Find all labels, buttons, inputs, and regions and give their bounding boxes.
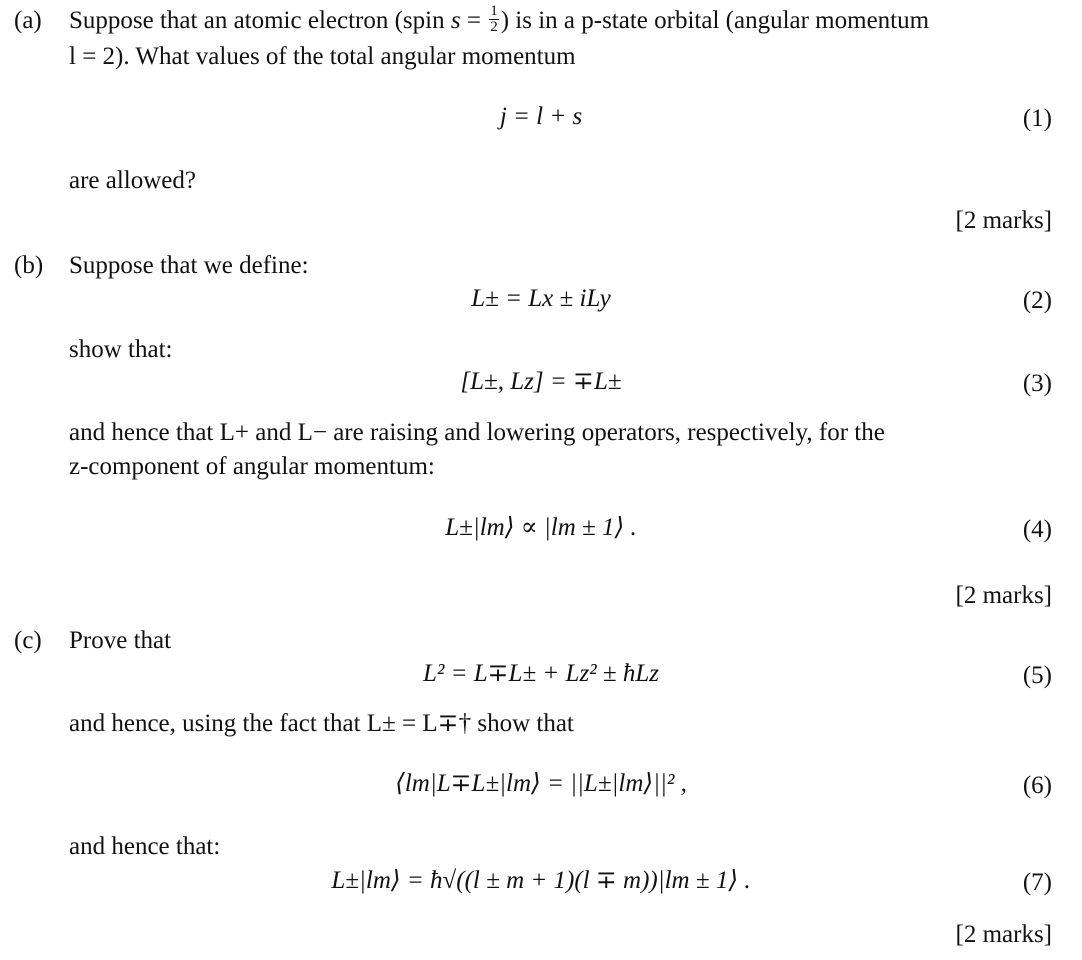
equation-2-number: (2) [1022, 287, 1052, 314]
equals-sign: = [460, 7, 488, 34]
part-a-line1 [69, 2, 930, 38]
part-b-marks: [2 marks] [955, 582, 1052, 609]
equation-5-number: (5) [1022, 662, 1052, 689]
equation-3: [L±, Lz] = ∓L± [460, 368, 622, 395]
equation-7-number: (7) [1022, 869, 1052, 896]
part-b-line1: Suppose that we define: [69, 252, 309, 279]
part-c-marks: [2 marks] [955, 921, 1052, 948]
part-a-line3: are allowed? [69, 167, 197, 194]
fraction-denominator: 2 [490, 18, 498, 35]
part-b-line3: and hence that L+ and L− are raising and lowering operators, respectively, for the [69, 419, 885, 446]
equation-2: L± = Lx ± iLy [471, 285, 611, 312]
part-c-line1: Prove that [69, 627, 172, 654]
equation-4-number: (4) [1022, 516, 1052, 543]
part-a-line1-after: ) is in a p-state orbital (angular momentum [500, 7, 930, 34]
equation-6: ⟨lm|L∓L±|lm⟩ = ||L±|lm⟩||² , [395, 770, 687, 797]
part-a-marks: [2 marks] [955, 207, 1052, 234]
fraction-numerator: 1 [490, 2, 498, 19]
part-c-line2: and hence, using the fact that L± = L∓† show that [69, 710, 574, 737]
part-c-label: (c) [14, 627, 42, 654]
equation-1: j = l + s [499, 103, 583, 130]
part-b-line2: show that: [69, 336, 173, 363]
part-a-label: (a) [14, 7, 42, 34]
part-b-label: (b) [14, 252, 44, 279]
equation-5: L² = L∓L± + Lz² ± ħLz [422, 660, 660, 687]
one-half-fraction [489, 4, 499, 35]
part-b-line4: z-component of angular momentum: [69, 453, 435, 480]
equation-6-number: (6) [1022, 772, 1052, 799]
spin-variable: s [450, 7, 461, 34]
equation-1-number: (1) [1022, 105, 1052, 132]
equation-4: L±|lm⟩ ∝ |lm ± 1⟩ . [445, 514, 637, 541]
part-c-line3: and hence that: [69, 833, 221, 860]
equation-3-number: (3) [1022, 370, 1052, 397]
part-a-line1-before: Suppose that an atomic electron (spin [69, 7, 451, 34]
part-a-line2: l = 2). What values of the total angular momentum [69, 43, 576, 70]
equation-7: L±|lm⟩ = ħ√((l ± m + 1)(l ∓ m))|lm ± 1⟩ . [331, 867, 751, 894]
